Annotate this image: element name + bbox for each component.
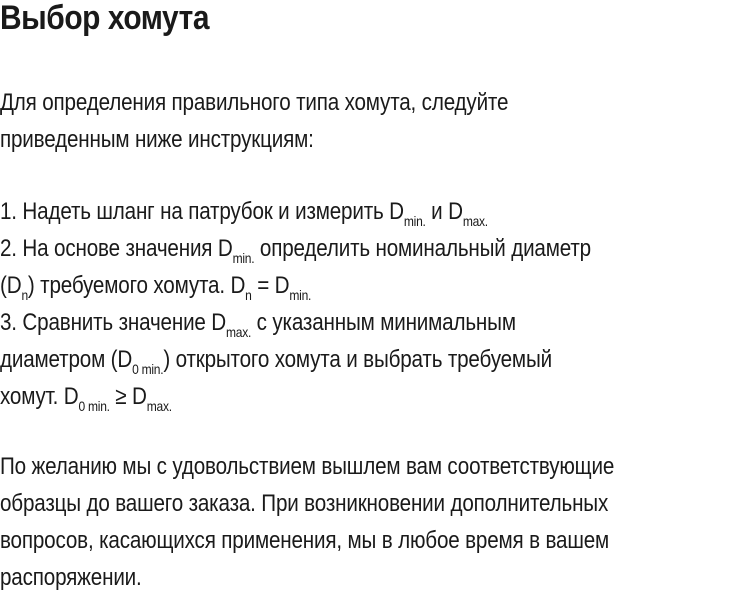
subscript-0-min: 0 min. [78,398,110,414]
subscript-min: min. [232,250,255,266]
step-text: 2. На основе значения D [0,235,233,262]
step-text: 3. Сравнить значение D [0,309,227,336]
step-text: 1. Надеть шланг на патрубок и измерить D [0,198,404,225]
closing-line: распоряжении. [0,564,142,591]
step-text: ) открытого хомута и выбрать требуемый [163,346,552,373]
step-3-continued [0,341,591,378]
subscript-min: min. [403,213,426,229]
step-3 [0,304,591,341]
step-text: ) требуемого хомута. D [27,272,246,299]
intro-line: приведенным ниже инструкциям: [0,126,314,153]
step-text: определить номинальный диаметр [254,235,591,262]
instruction-steps [0,193,591,415]
intro-line: Для определения правильного типа хомута, следуйте [0,89,509,116]
subscript-max: max. [462,213,488,229]
step-text: ≥ D [109,383,147,410]
closing-line: образцы до вашего заказа. При возникновении дополнительных [0,490,609,517]
step-2-continued [0,267,591,304]
subscript-max: max. [226,324,252,340]
subscript-min: min. [289,287,312,303]
step-text: с указанным минимальным [251,309,516,336]
subscript-0-min: 0 min. [132,361,164,377]
step-text: диаметром (D [0,346,133,373]
step-text: (D [0,272,22,299]
step-text: и D [425,198,463,225]
intro-paragraph [0,84,508,158]
step-text: = D [251,272,290,299]
page-title: Выбор хомута [0,0,210,37]
step-1 [0,193,591,230]
subscript-n: n [21,287,28,303]
step-2 [0,230,591,267]
closing-line: вопросов, касающихся применения, мы в любое время в вашем [0,527,610,554]
step-3-end [0,378,591,415]
closing-paragraph [0,448,614,596]
step-text: хомут. D [0,383,79,410]
subscript-n: n [245,287,252,303]
subscript-max: max. [146,398,172,414]
closing-line: По желанию мы с удовольствием вышлем вам соответствующие [0,453,615,480]
